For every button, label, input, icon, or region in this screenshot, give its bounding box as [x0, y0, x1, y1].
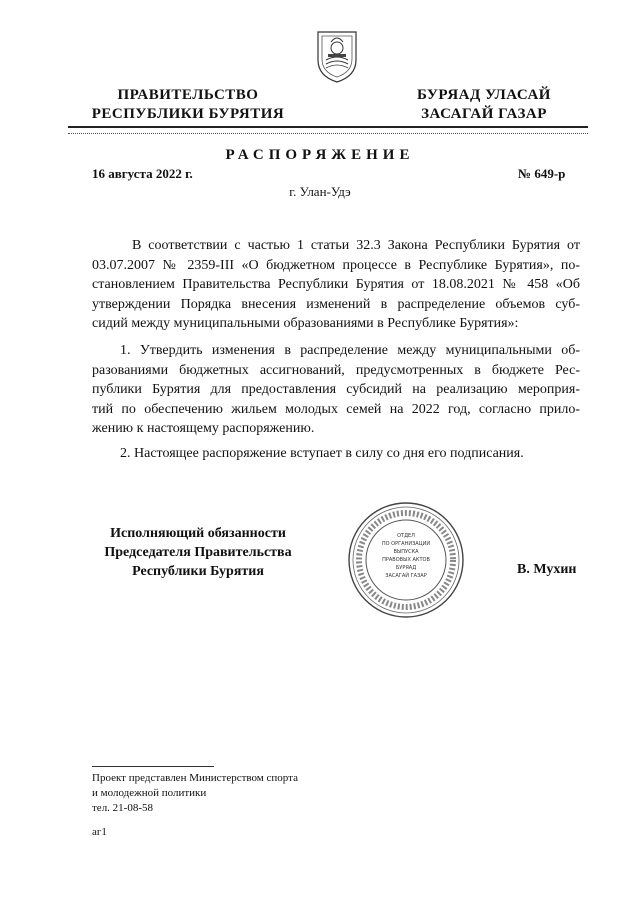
text-line: тий по обеспечению жильем молодых семей на 2022 год, согласно прило-: [92, 401, 580, 417]
issuer-name-buryat: [404, 86, 564, 124]
text-line: становлением Правительства Республики Бурятия от 18.08.2021 № 458 «Об: [92, 277, 580, 292]
document-city: г. Улан-Удэ: [289, 184, 351, 199]
stamp-text-line: ВЫПУСКА: [393, 549, 419, 555]
footer-note: [92, 771, 298, 816]
signatory-name: В. Мухин: [517, 562, 577, 577]
text-line: утверждении Порядка внесения изменений в распределение объемов суб-: [92, 296, 580, 312]
stamp-text-line: ОТДЕЛ: [397, 533, 415, 539]
document-number: № 649-р: [518, 166, 566, 181]
text-line: 2. Настоящее распоряжение вступает в силу со дня его подписания.: [120, 446, 524, 461]
text-line: 03.07.2007 № 2359-III «О бюджетном процессе в Республике Бурятия», по-: [92, 257, 580, 273]
stamp-text-line: БУРЯАД: [395, 565, 417, 571]
footer-divider: [92, 766, 214, 767]
issuer-buryat-line-1: БУРЯАД УЛАСАЙ: [417, 87, 551, 103]
header-divider: [68, 126, 588, 128]
text-line: В соответствии с частью 1 статьи 32.3 Закона Республики Бурятия от: [132, 238, 580, 253]
footer-line-2: и молодежной политики: [92, 787, 207, 799]
footer-initials: аг1: [92, 826, 107, 838]
text-line: 1. Утвердить изменения в распределение между муниципальными об-: [120, 343, 580, 358]
document-date: 16 августа 2022 г.: [92, 166, 193, 181]
footer-line-1: Проект представлен Министерством спорта: [92, 772, 298, 784]
stamp-text-line: ЗАСАГАЙ ГАЗАР: [385, 573, 427, 579]
clause-2-paragraph: [92, 444, 580, 464]
signatory-line-2: Председателя Правительства: [104, 545, 292, 560]
footer-phone: тел. 21-08-58: [92, 802, 154, 814]
issuer-name-russian: [88, 86, 288, 124]
stamp-text-line: ПО ОРГАНИЗАЦИИ: [381, 541, 431, 547]
signatory-line-3: Республики Бурятия: [132, 564, 264, 579]
issuer-buryat-line-2: ЗАСАГАЙ ГАЗАР: [421, 106, 547, 122]
document-title: РАСПОРЯЖЕНИЕ: [225, 147, 415, 163]
header-divider-dotted: [68, 133, 588, 134]
signatory-line-1: Исполняющий обязанности: [110, 526, 286, 541]
clause-1-paragraph: [92, 341, 580, 439]
preamble-paragraph: [92, 236, 580, 334]
stamp-text-line: ПРАВОВЫХ АКТОВ: [382, 557, 430, 563]
text-line: жению к настоящему распоряжению.: [92, 421, 315, 436]
signatory-position: [88, 524, 308, 581]
issuer-line-1: ПРАВИТЕЛЬСТВО: [117, 87, 259, 103]
official-stamp-icon: [346, 500, 466, 620]
coat-of-arms-icon: [314, 26, 360, 84]
issuer-line-2: РЕСПУБЛИКИ БУРЯТИЯ: [91, 106, 285, 122]
text-line: разованиями бюджетных ассигнований, предусмотренных в бюджете Рес-: [92, 362, 580, 378]
text-line: публики Бурятия для предоставления субсидий на реализацию мероприя-: [92, 382, 580, 397]
text-line: сидий между муниципальными образованиями в Республике Бурятия»:: [92, 316, 519, 331]
